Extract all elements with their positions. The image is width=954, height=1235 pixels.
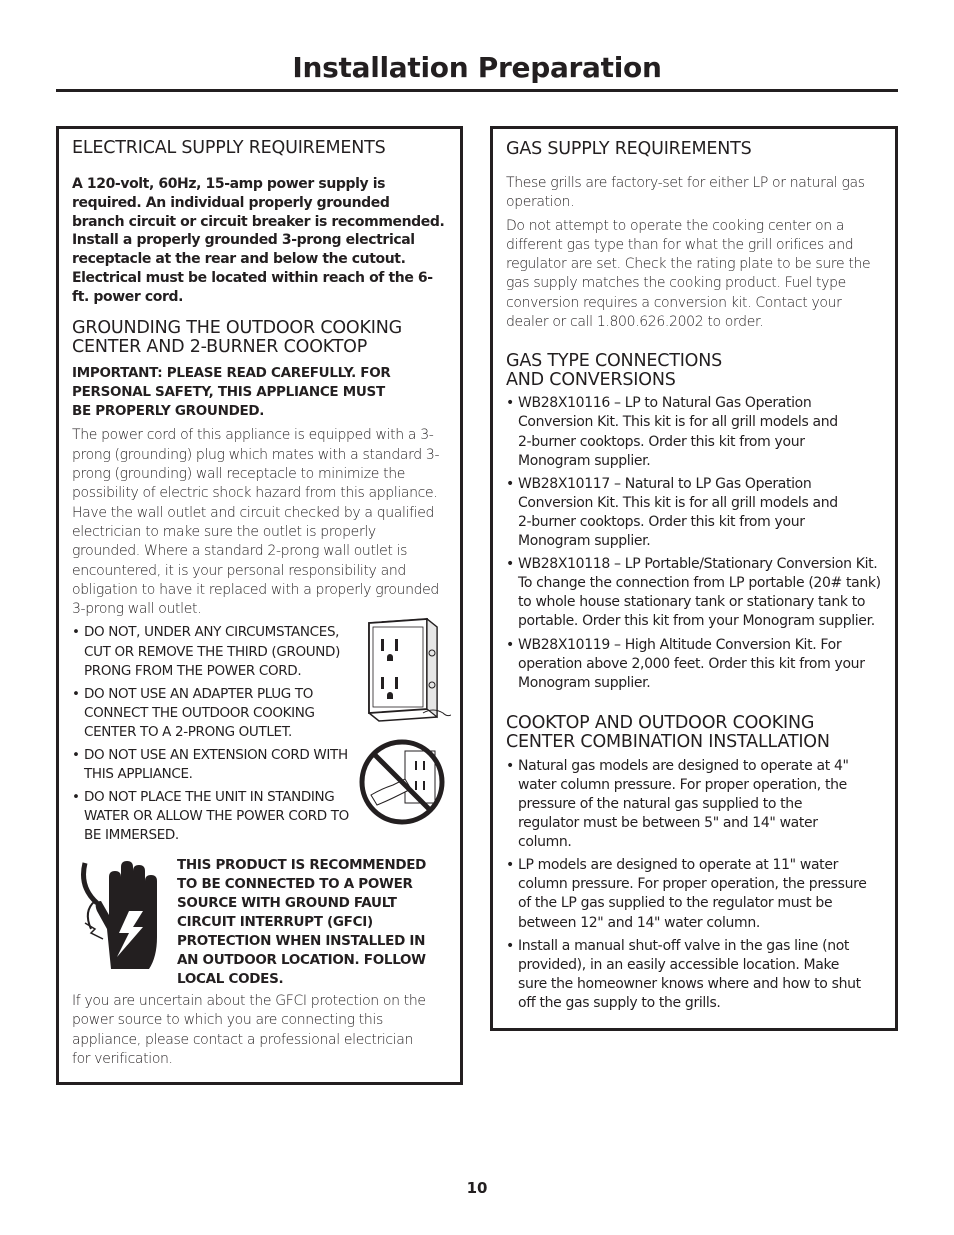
list-item: • LP models are designed to operate at 11" water column pressure. For proper operation, the pressure of the LP gas supplied to the regulator must be between 12" and 14" water column.: [506, 857, 867, 931]
gas-supply-heading: GAS SUPPLY REQUIREMENTS: [506, 139, 752, 159]
page-title: Installation Preparation: [292, 51, 662, 84]
grounding-heading: [72, 319, 446, 357]
grounding-heading-line2: CENTER AND 2-BURNER COOKTOP: [72, 336, 368, 357]
combination-list: [506, 757, 881, 1013]
gas-supply-para2: Do not attempt to operate the cooking center on a different gas type than for what the grill orifices and regulator are set. Check the rating plate to be sure the gas supply matches the cooking product. Fuel type conversion requires a conversion kit. Contact your dealer or call 1.800.626.2002 to order.: [506, 217, 871, 331]
grounding-body: The power cord of this appliance is equipped with a 3-prong (grounding) plug which mates with a standard 3-prong (grounding) wall receptacle to minimize the possibility of electric shock hazard from this appliance. Have the wall outlet and circuit checked by a qualified electrician to make sure the outlet is properly grounded. Where a standard 2-prong wall outlet is encountered, it is your personal responsibility and obligation to have it replaced with a properly grounded 3-prong wall outlet.: [72, 427, 440, 618]
title-rule: [56, 89, 898, 92]
list-item: • Natural gas models are designed to operate at 4" water column pressure. For proper operation, the pressure of the natural gas supplied to the regulator must be between 5" and 14" water column.: [506, 757, 849, 851]
grounding-heading-line1: GROUNDING THE OUTDOOR COOKING: [72, 317, 402, 338]
gas-type-heading-line2: AND CONVERSIONS: [506, 370, 676, 391]
electrical-section: [56, 126, 463, 1085]
gfci-notice: THIS PRODUCT IS RECOMMENDED TO BE CONNECTED TO A POWER SOURCE WITH GROUND FAULT CIRCUIT INTERRUPT (GFCI) PROTECTION WHEN INSTALLED IN AN OUTDOOR LOCATION. FOLLOW LOCAL CODES.: [177, 857, 427, 987]
list-item: • DO NOT USE AN EXTENSION CORD WITH THIS APPLIANCE.: [72, 747, 348, 783]
grounding-warnings: [72, 623, 352, 845]
gas-type-list: [506, 394, 881, 692]
electrical-heading: ELECTRICAL SUPPLY REQUIREMENTS: [72, 138, 386, 158]
list-item: • DO NOT PLACE THE UNIT IN STANDING WATER OR ALLOW THE POWER CORD TO BE IMMERSED.: [72, 789, 349, 844]
list-item: • WB28X10116 – LP to Natural Gas Operation Conversion Kit. This kit is for all grill models and 2-burner cooktops. Order this kit from your Monogram supplier.: [506, 395, 838, 469]
list-item: • WB28X10118 – LP Portable/Stationary Conversion Kit. To change the connection from LP portable (20# tank) to whole house stationary tank or stationary tank to portable. Order this kit from your Monogram supplier.: [506, 556, 881, 630]
gas-supply-para1: These grills are factory-set for either LP or natural gas operation.: [506, 175, 865, 211]
gas-type-heading-line1: GAS TYPE CONNECTIONS: [506, 351, 723, 372]
list-item: • DO NOT USE AN ADAPTER PLUG TO CONNECT THE OUTDOOR COOKING CENTER TO A 2-PRONG OUTLET.: [72, 685, 315, 740]
electrical-intro: A 120-volt, 60Hz, 15-amp power supply is required. An individual properly grounded branch circuit or circuit breaker is recommended. Install a properly grounded 3-prong electrical receptacle at the rear and below the cutout. Electrical must be located within reach of the 6-ft. power cord.: [72, 176, 445, 305]
combination-heading-line2: CENTER COMBINATION INSTALLATION: [506, 731, 830, 752]
gas-type-heading: [506, 352, 881, 390]
list-item: • WB28X10117 – Natural to LP Gas Operation Conversion Kit. This kit is for all grill models and 2-burner cooktops. Order this kit from your Monogram supplier.: [506, 475, 838, 550]
list-item: • DO NOT, UNDER ANY CIRCUMSTANCES, CUT OR REMOVE THE THIRD (GROUND) PRONG FROM THE POWER CORD.: [72, 624, 340, 679]
grounding-important: IMPORTANT: PLEASE READ CAREFULLY. FOR PERSONAL SAFETY, THIS APPLIANCE MUST BE PROPERLY GROUNDED.: [72, 364, 391, 420]
combination-heading-line1: COOKTOP AND OUTDOOR COOKING: [506, 712, 815, 733]
grounded-outlet-icon: [363, 613, 451, 725]
list-item: • WB28X10119 – High Altitude Conversion Kit. For operation above 2,000 feet. Order this kit from your Monogram supplier.: [506, 636, 865, 691]
no-adapter-icon: [357, 737, 447, 827]
combination-heading: [506, 714, 881, 752]
list-item: • Install a manual shut-off valve in the gas line (not provided), in an easily accessible location. Make sure the homeowner knows where and how to shut off the gas supply to the grills.: [506, 937, 861, 1011]
gfci-note: If you are uncertain about the GFCI protection on the power source to which you are connecting this appliance, please contact a professional electrician for verification.: [72, 993, 426, 1067]
page-number: 10: [466, 1179, 488, 1197]
electric-shock-hand-icon: [73, 857, 169, 973]
gas-section: [490, 126, 898, 1031]
